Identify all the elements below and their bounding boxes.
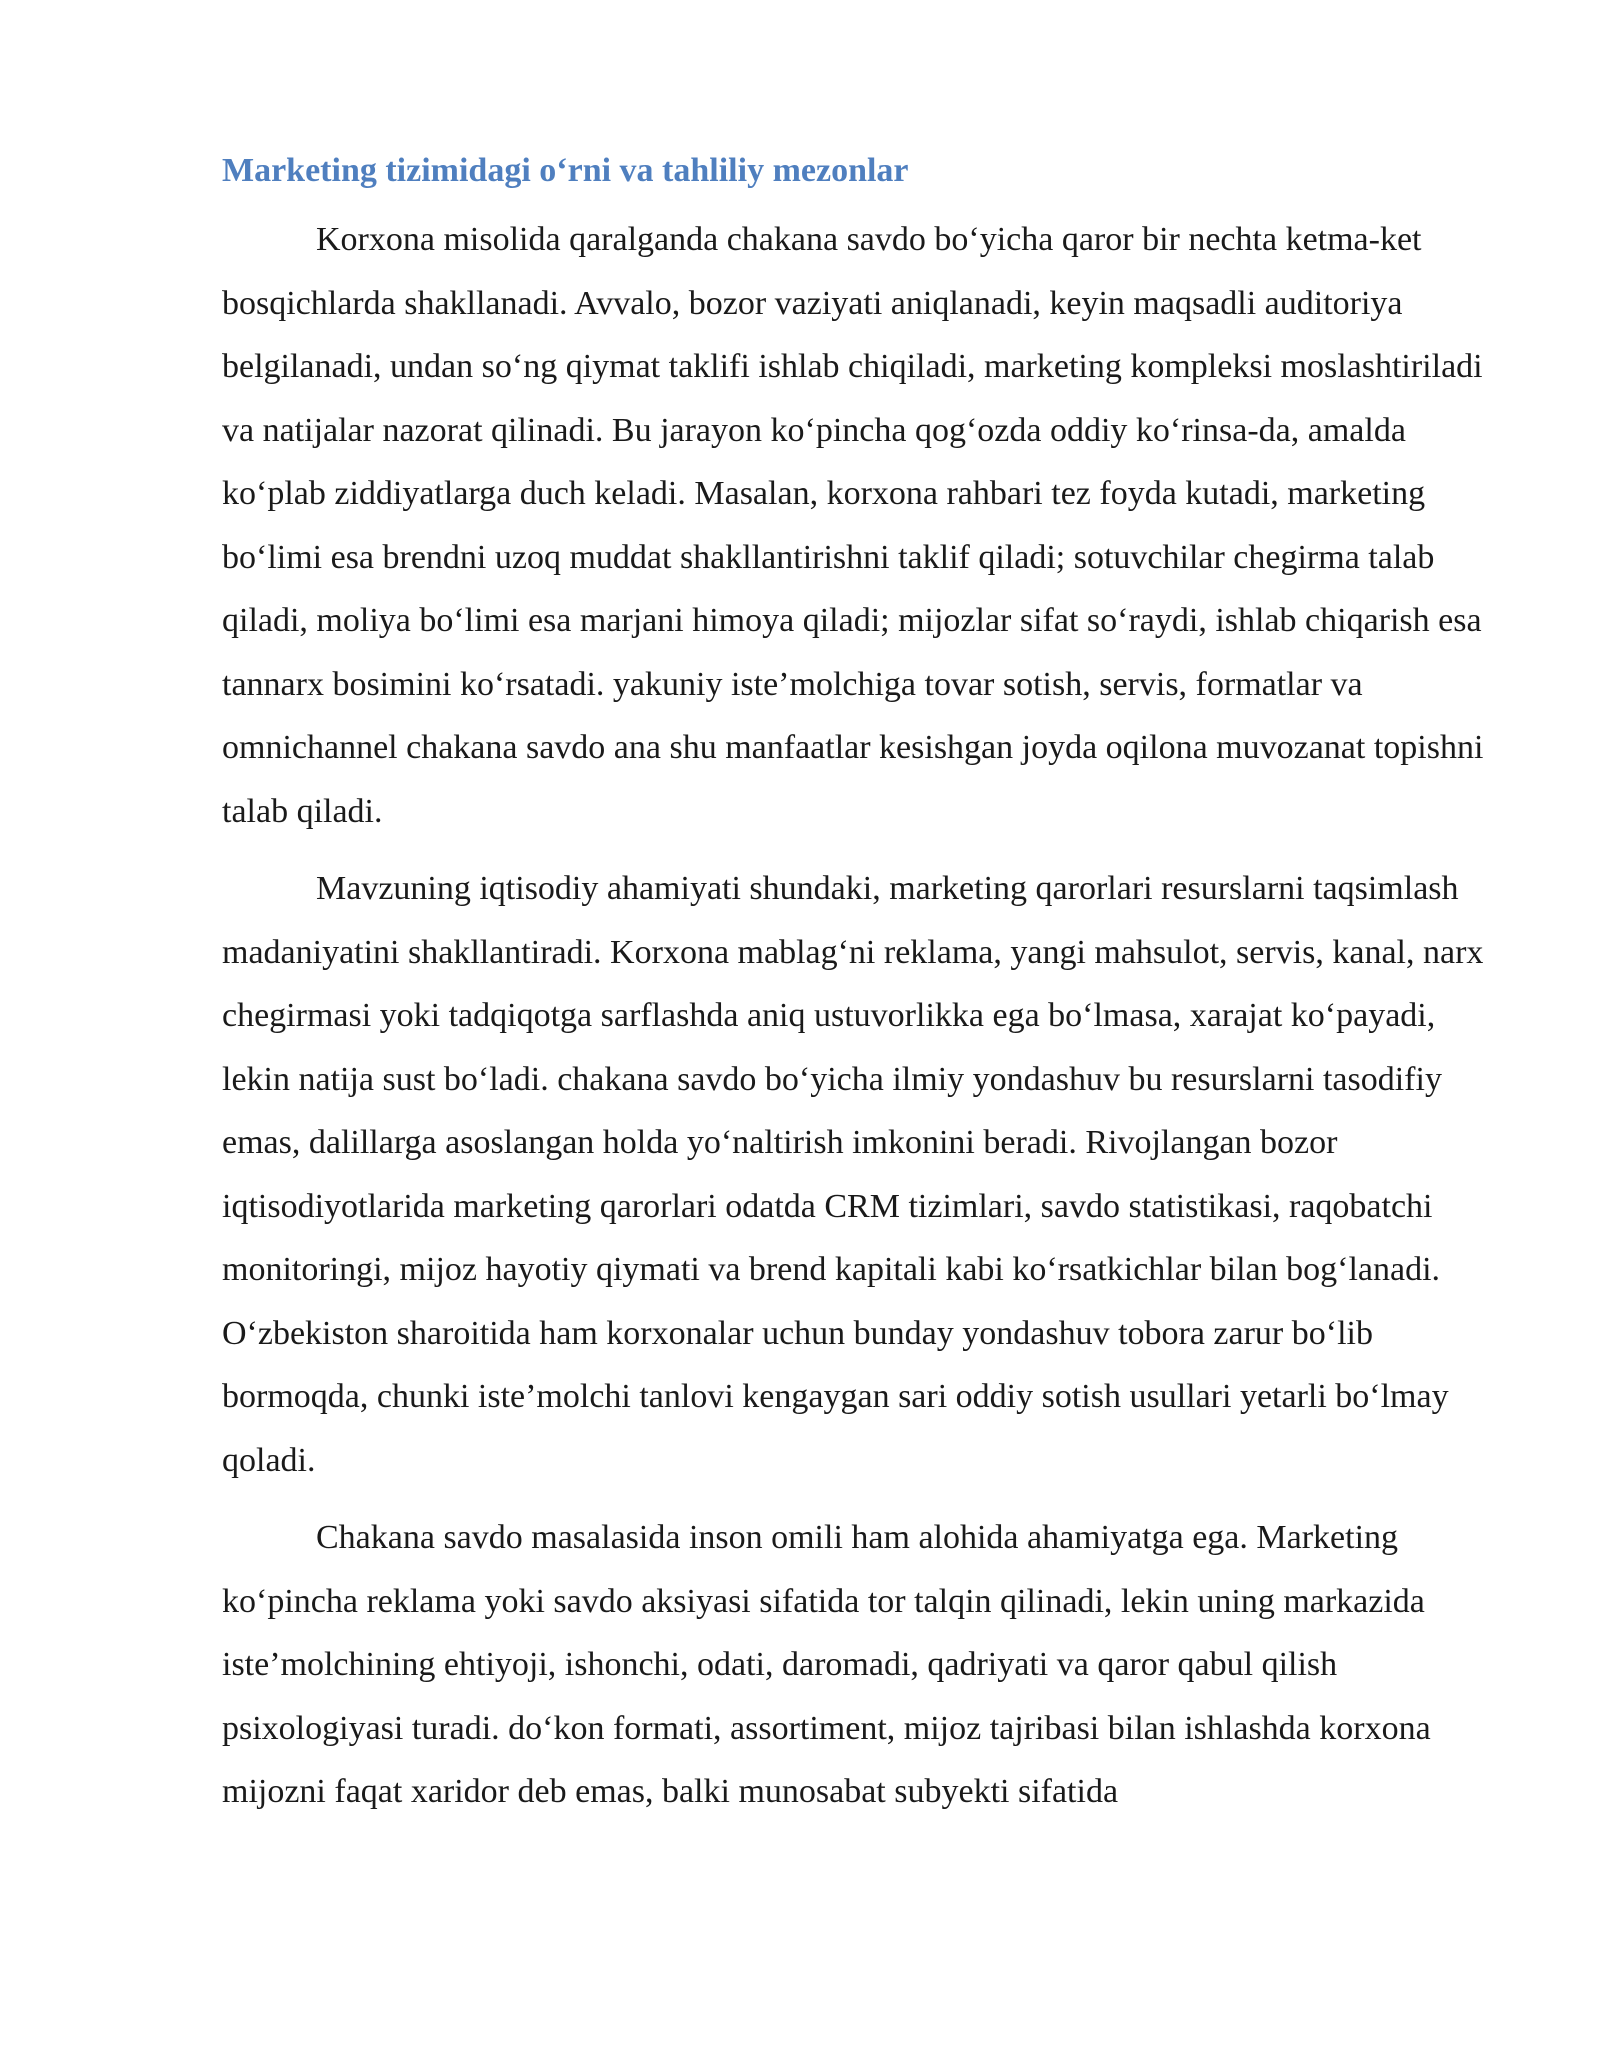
document-page [222,146,1490,1824]
paragraph-2: Mavzuning iqtisodiy ahamiyati shundaki, marketing qarorlari resurslarni taqsimlash madaniyatini shakllantiradi. Korxona mablag‘ni reklama, yangi mahsulot, servis, kanal, narx chegirmasi yoki tadqiqotga sarflashda aniq ustuvorlikka ega bo‘lmasa, xarajat ko‘payadi, lekin natija sust bo‘ladi. chakana savdo bo‘yicha ilmiy yondashuv bu resurslarni tasodifiy emas, dalillarga asoslangan holda yo‘naltirish imkonini beradi. Rivojlangan bozor iqtisodiyotlarida marketing qarorlari odatda CRM tizimlari, savdo statistikasi, raqobatchi monitoringi, mijoz hayotiy qiymati va brend kapitali kabi ko‘rsatkichlar bilan bog‘lanadi. O‘zbekiston sharoitida ham korxonalar uchun bunday yondashuv tobora zarur bo‘lib bormoqda, chunki iste’molchi tanlovi kengaygan sari oddiy sotish usullari yetarli bo‘lmay qoladi. [222,870,1484,1479]
section-heading: Marketing tizimidagi o‘rni va tahliliy mezonlar [222,152,909,189]
paragraph-1: Korxona misolida qaralganda chakana savdo bo‘yicha qaror bir nechta ketma-ket bosqichlarda shakllanadi. Avvalo, bozor vaziyati aniqlanadi, keyin maqsadli auditoriya belgilanadi, undan so‘ng qiymat taklifi ishlab chiqiladi, marketing kompleksi moslashtiriladi va natijalar nazorat qilinadi. Bu jarayon ko‘pincha qog‘ozda oddiy ko‘rinsa-da, amalda ko‘plab ziddiyatlarga duch keladi. Masalan, korxona rahbari tez foyda kutadi, marketing bo‘limi esa brendni uzoq muddat shakllantirishni taklif qiladi; sotuvchilar chegirma talab qiladi, moliya bo‘limi esa marjani himoya qiladi; mijozlar sifat so‘raydi, ishlab chiqarish esa tannarx bosimini ko‘rsatadi. yakuniy iste’molchiga tovar sotish, servis, formatlar va omnichannel chakana savdo ana shu manfaatlar kesishgan joyda oqilona muvozanat topishni talab qiladi. [222,221,1484,830]
paragraph-3: Chakana savdo masalasida inson omili ham alohida ahamiyatga ega. Marketing ko‘pincha reklama yoki savdo aksiyasi sifatida tor talqin qilinadi, lekin uning markazida iste’molchining ehtiyoji, ishonchi, odati, daromadi, qadriyati va qaror qabul qilish psixologiyasi turadi. do‘kon formati, assortiment, mijoz tajribasi bilan ishlashda korxona mijozni faqat xaridor deb emas, balki munosabat subyekti sifatida [222,1519,1431,1810]
